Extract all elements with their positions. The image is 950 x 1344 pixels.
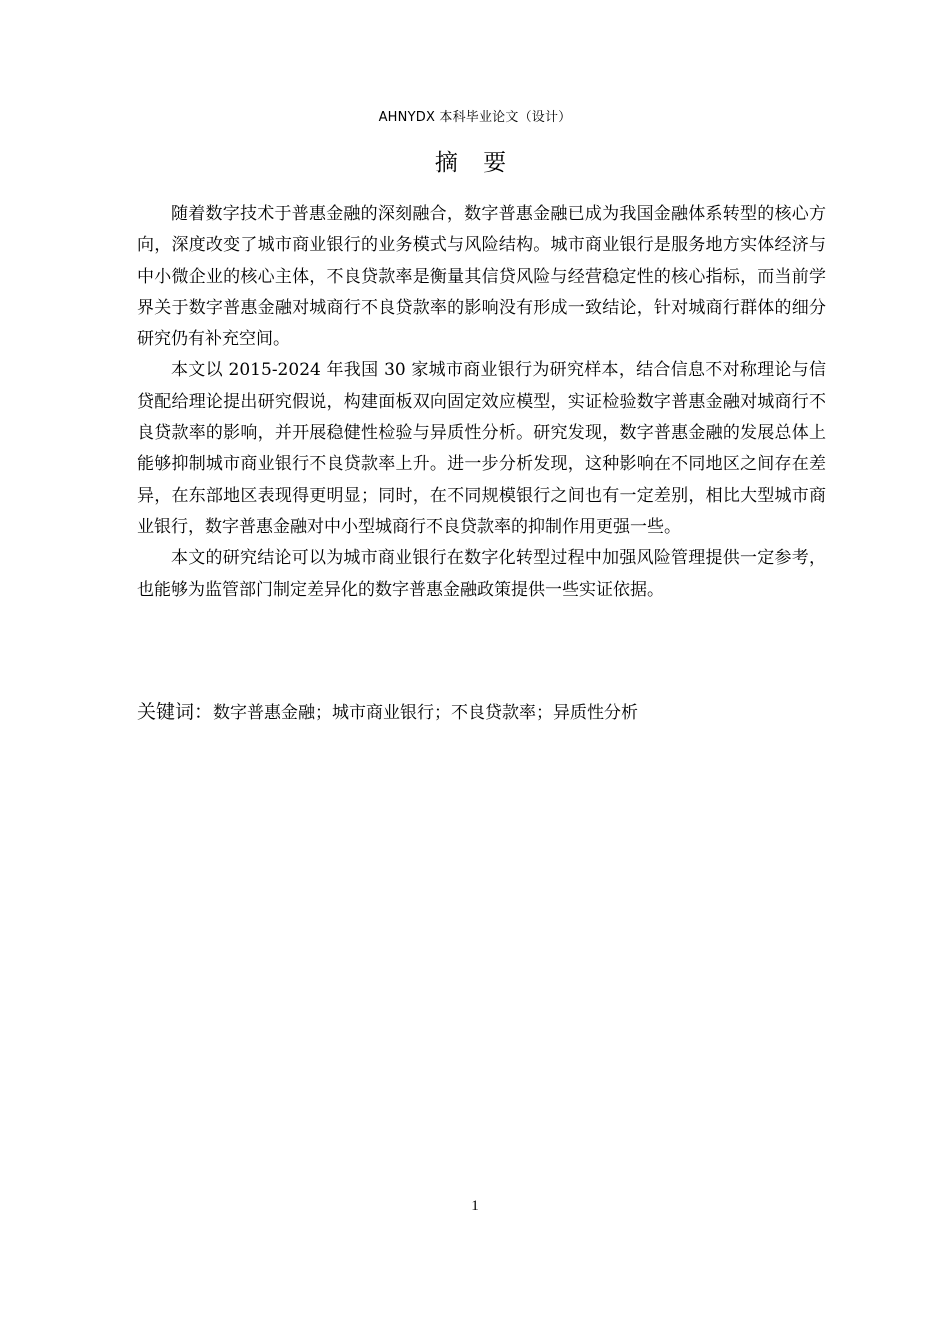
abstract-title: 摘 要 — [434, 150, 516, 176]
abstract-body — [137, 199, 826, 606]
abstract-paragraph-1: 随着数字技术于普惠金融的深刻融合，数字普惠金融已成为我国金融体系转型的核心方向，深度改变了城市商业银行的业务模式与风险结构。城市商业银行是服务地方实体经济与中小微企业的核心主体，不良贷款率是衡量其信贷风险与经营稳定性的核心指标，而当前学界关于数字普惠金融对城商行不良贷款率的影响没有形成一致结论，针对城商行群体的细分研究仍有补充空间。 — [137, 204, 826, 350]
abstract-paragraph-3: 本文的研究结论可以为城市商业银行在数字化转型过程中加强风险管理提供一定参考，也能够为监管部门制定差异化的数字普惠金融政策提供一些实证依据。 — [137, 548, 826, 600]
page-number: 1 — [471, 1198, 479, 1214]
keywords-line — [137, 697, 826, 724]
keywords-label: 关键词： — [137, 701, 214, 723]
keywords-text: 数字普惠金融；城市商业银行；不良贷款率；异质性分析 — [213, 703, 639, 723]
running-header: AHNYDX 本科毕业论文（设计） — [378, 110, 572, 125]
abstract-paragraph-2: 本文以 2015-2024 年我国 30 家城市商业银行为研究样本，结合信息不对称理论与信贷配给理论提出研究假说，构建面板双向固定效应模型，实证检验数字普惠金融对城商行不良贷款率的影响，并开展稳健性检验与异质性分析。研究发现，数字普惠金融的发展总体上能够抑制城市商业银行不良贷款率上升。进一步分析发现，这种影响在不同地区之间存在差异，在东部地区表现得更明显；同时，在不同规模银行之间也有一定差别，相比大型城市商业银行，数字普惠金融对中小型城商行不良贷款率的抑制作用更强一些。 — [137, 360, 826, 537]
